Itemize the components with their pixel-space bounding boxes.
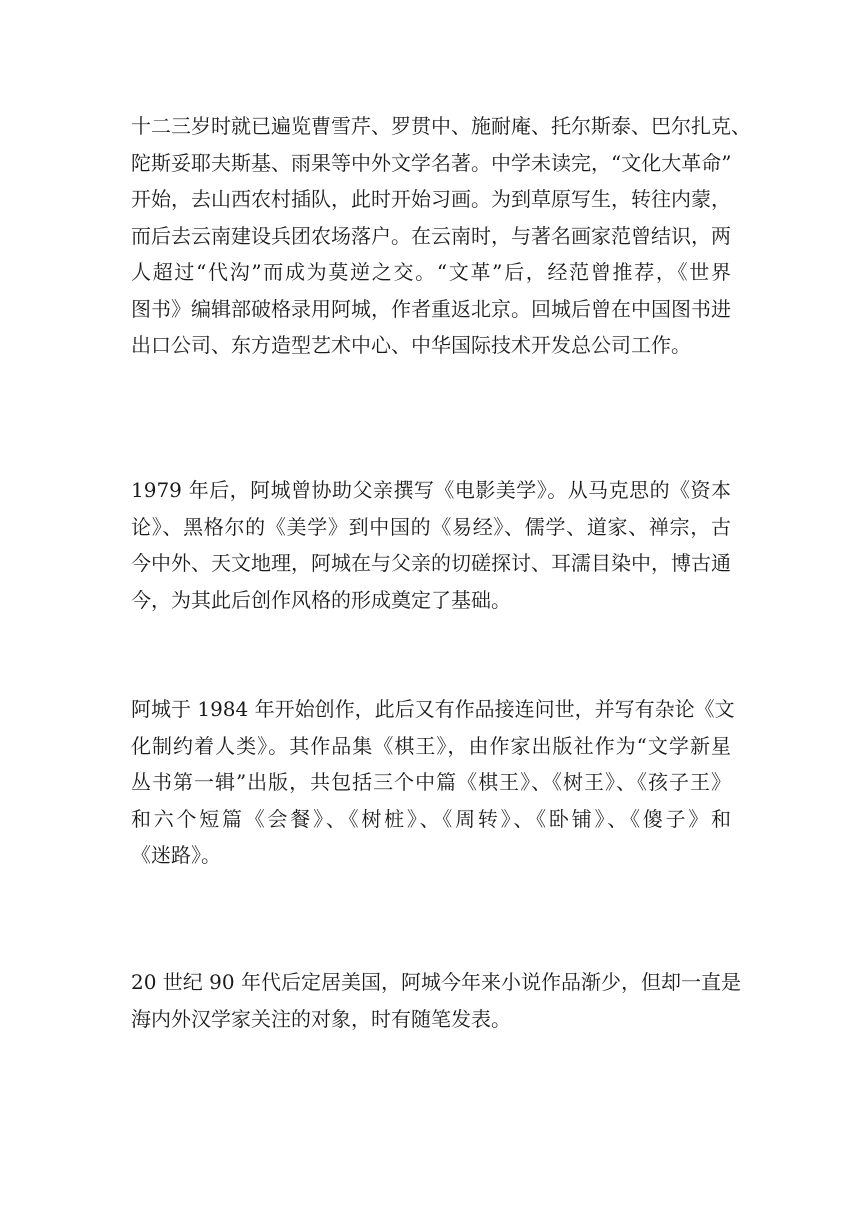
text-line: 十二三岁时就已遍览曹雪芹、罗贯中、施耐庵、托尔斯泰、巴尔扎克、: [131, 114, 751, 138]
text-line: 20 世纪 90 年代后定居美国，阿城今年来小说作品渐少，但却一直是: [131, 970, 741, 994]
text-line: 海内外汉学家关注的对象，时有随笔发表。: [131, 1006, 511, 1031]
text-line: 论》、黑格尔的《美学》到中国的《易经》、儒学、道家、禅宗，古: [131, 514, 731, 539]
text-line: 图书》编辑部破格录用阿城，作者重返北京。回城后曾在中国图书进: [131, 296, 731, 321]
text-line: 出口公司、东方造型艺术中心、中华国际技术开发总公司工作。: [131, 333, 691, 357]
text-line: 开始，去山西农村插队，此时开始习画。为到草原写生，转往内蒙，: [131, 187, 731, 211]
text-line: 化制约着人类》。其作品集《棋王》，由作家出版社作为“文学新星: [131, 733, 731, 758]
text-line: 丛书第一辑”出版，共包括三个中篇《棋王》、《树王》、《孩子王》: [131, 770, 731, 794]
text-line: 人超过“代沟”而成为莫逆之交。“文革”后，经范曾推荐，《世界: [131, 260, 731, 284]
paragraph-1984: [131, 691, 735, 874]
text-line: 和六个短篇《会餐》、《树桩》、《周转》、《卧铺》、《傻子》和: [131, 806, 731, 831]
paragraph-early-life: [131, 108, 751, 364]
paragraph-1979: [131, 472, 731, 618]
text-line: 而后去云南建设兵团农场落户。在云南时，与著名画家范曾结识，两: [131, 223, 731, 248]
text-line: 今中外、天文地理，阿城在与父亲的切磋探讨、耳濡目染中，博古通: [131, 551, 731, 575]
paragraph-1990s: [131, 964, 741, 1037]
text-line: 《迷路》。: [131, 843, 221, 867]
text-line: 1979 年后，阿城曾协助父亲撰写《电影美学》。从马克思的《资本: [131, 478, 731, 502]
text-line: 陀斯妥耶夫斯基、雨果等中外文学名著。中学未读完，“文化大革命”: [131, 150, 732, 175]
text-line: 阿城于 1984 年开始创作，此后又有作品接连问世，并写有杂论《文: [131, 697, 735, 721]
document-page: [131, 0, 751, 1216]
text-line: 今，为其此后创作风格的形成奠定了基础。: [131, 587, 511, 612]
